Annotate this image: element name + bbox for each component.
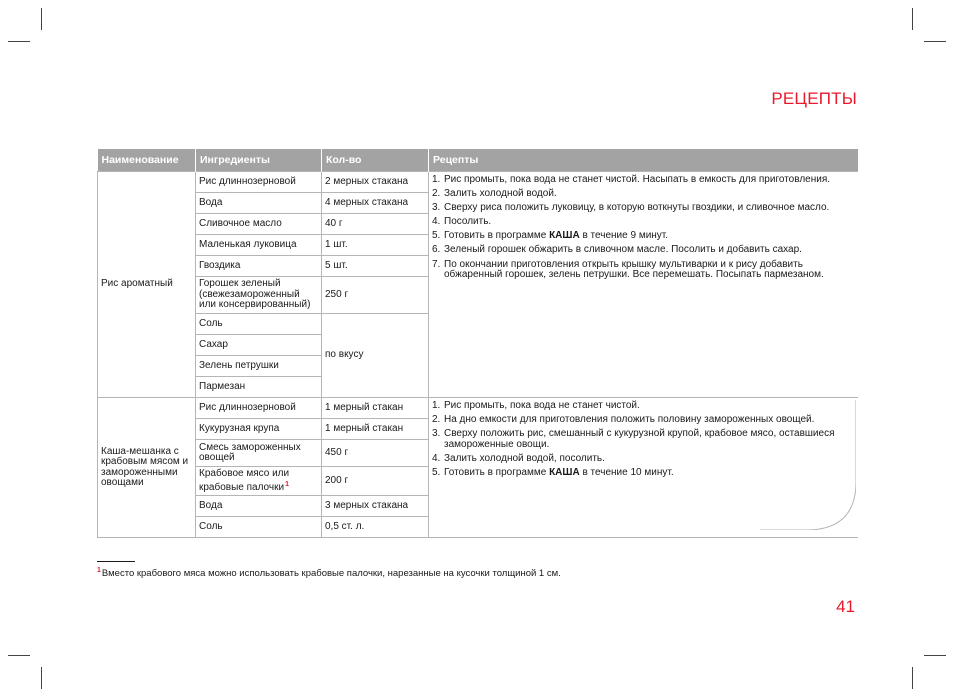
ingredient-qty: 250 г (322, 277, 429, 314)
column-header-quantity: Кол-во (322, 149, 429, 172)
step-number: 2. (432, 188, 441, 200)
step-item (432, 415, 855, 426)
crop-mark (41, 8, 42, 30)
step-number: 3. (432, 202, 441, 214)
ingredient-qty: 200 г (322, 467, 429, 496)
table-header-row (98, 149, 858, 172)
ingredient-name: Соль (196, 517, 322, 538)
column-header-name: Наименование (98, 149, 196, 172)
ingredient-qty: 1 мерный стакан (322, 398, 429, 419)
step-item (432, 203, 855, 214)
step-text: На дно емкости для приготовления положить половину замороженных овощей. (444, 414, 815, 426)
ingredient-qty: 2 мерных стакана (322, 172, 429, 193)
step-item (432, 260, 855, 281)
ingredient-name: Соль (196, 314, 322, 335)
step-text: Посолить. (444, 216, 492, 228)
crop-mark (924, 41, 946, 42)
step-number: 1. (432, 400, 441, 411)
step-item (432, 245, 855, 256)
step-item (432, 468, 855, 479)
step-number: 1. (432, 174, 441, 185)
step-item (432, 189, 855, 200)
dish-name: Каша-мешанка с крабовым мясом и замороженными овощами (98, 398, 196, 538)
step-item (432, 175, 855, 186)
ingredient-name: Вода (196, 496, 322, 517)
step-text-before: Готовить в программе (444, 466, 550, 478)
ingredient-qty: 1 шт. (322, 235, 429, 256)
column-header-ingredients: Ингредиенты (196, 149, 322, 172)
steps-list (432, 175, 855, 281)
page-number: 41 (836, 597, 855, 616)
crop-mark (912, 667, 913, 689)
step-item (432, 454, 855, 465)
ingredient-name: Крабовое мясо или крабовые палочки (199, 468, 290, 493)
step-number: 6. (432, 244, 441, 256)
footnote-mark: 1 (285, 480, 289, 488)
table-row (98, 172, 858, 193)
step-text: Рис промыть, пока вода не станет чистой. (444, 400, 640, 411)
step-number: 7. (432, 258, 441, 270)
steps-list (432, 401, 855, 478)
ingredient-cell (196, 467, 322, 496)
step-item (432, 401, 855, 412)
step-number: 5. (432, 466, 441, 478)
ingredient-name: Вода (196, 193, 322, 214)
ingredient-name: Гвоздика (196, 256, 322, 277)
crop-mark (41, 667, 42, 689)
step-text: Рис промыть, пока вода не станет чистой. Насыпать в емкость для приготовления. (444, 174, 831, 185)
step-number: 4. (432, 216, 441, 228)
dish-name: Рис ароматный (98, 172, 196, 398)
recipe-steps (429, 398, 858, 538)
ingredient-name: Сливочное масло (196, 214, 322, 235)
ingredient-name: Сахар (196, 335, 322, 356)
ingredient-name: Пармезан (196, 377, 322, 398)
ingredient-qty: 4 мерных стакана (322, 193, 429, 214)
footnote-mark: 1 (97, 567, 101, 574)
ingredient-qty: 450 г (322, 440, 429, 467)
step-item (432, 231, 855, 242)
ingredient-name: Смесь замороженных овощей (196, 440, 322, 467)
ingredient-qty: 40 г (322, 214, 429, 235)
step-number: 5. (432, 230, 441, 242)
column-header-recipes: Рецепты (429, 149, 858, 172)
section-title: РЕЦЕПТЫ (771, 89, 857, 108)
crop-mark (924, 655, 946, 656)
step-number: 4. (432, 452, 441, 464)
step-text-after: в течение 9 минут. (579, 230, 669, 242)
ingredient-qty: 0,5 ст. л. (322, 517, 429, 538)
program-name: КАША (549, 230, 580, 242)
recipe-table (97, 149, 858, 538)
ingredient-qty: 1 мерный стакан (322, 419, 429, 440)
step-text (444, 468, 855, 479)
step-text: Зеленый горошек обжарить в сливочном масле. Посолить и добавить сахар. (444, 244, 802, 256)
step-text-after: в течение 10 минут. (579, 466, 674, 478)
ingredient-name: Рис длиннозерновой (196, 172, 322, 193)
step-number: 2. (432, 414, 441, 426)
table-row (98, 398, 858, 419)
footnote (97, 567, 561, 579)
footnote-rule (97, 561, 135, 562)
ingredient-name: Маленькая луковица (196, 235, 322, 256)
step-number: 3. (432, 428, 441, 440)
footnote-text: Вместо крабового мяса можно использовать крабовые палочки, нарезанные на кусочки толщиной 1 см. (101, 568, 561, 579)
step-item (432, 217, 855, 228)
step-text-before: Готовить в программе (444, 230, 550, 242)
ingredient-qty: 3 мерных стакана (322, 496, 429, 517)
crop-mark (8, 655, 30, 656)
step-text: По окончании приготовления открыть крышку мультиварки и к рису добавить обжаренный горошек, зелень петрушки. Все перемешать. Посыпать пармезаном. (444, 258, 824, 281)
step-text: Сверху положить рис, смешанный с кукурузной крупой, крабовое мясо, оставшиеся замороженные овощи. (444, 428, 835, 450)
step-text (444, 231, 855, 242)
step-text: Сверху риса положить луковицу, в которую воткнуты гвоздики, и сливочное масло. (444, 202, 830, 214)
ingredient-name: Горошек зеленый (свежезамороженный или консервированный) (196, 277, 322, 314)
ingredient-name: Кукурузная крупа (196, 419, 322, 440)
ingredient-name: Зелень петрушки (196, 356, 322, 377)
program-name: КАША (549, 466, 580, 478)
crop-mark (8, 41, 30, 42)
ingredient-qty: по вкусу (322, 314, 429, 398)
step-text: Залить холодной водой, посолить. (444, 452, 605, 464)
ingredient-qty: 5 шт. (322, 256, 429, 277)
step-item (432, 429, 855, 450)
ingredient-name: Рис длиннозерновой (196, 398, 322, 419)
step-text: Залить холодной водой. (444, 188, 557, 200)
recipe-steps (429, 172, 858, 398)
crop-mark (912, 8, 913, 30)
